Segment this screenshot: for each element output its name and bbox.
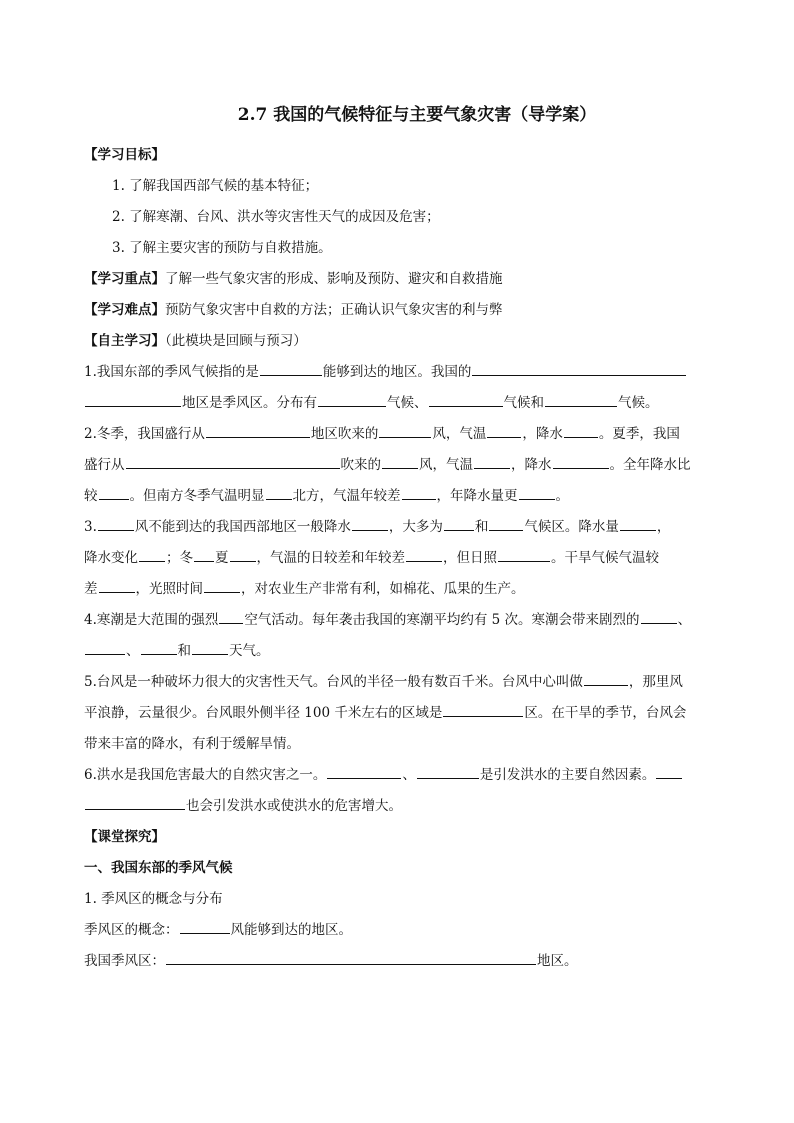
question-text: 1.我国东部的季风气候指的是	[84, 364, 259, 380]
concept-label: 季风区的概念：	[84, 922, 179, 938]
question-text: 天气。	[229, 643, 270, 659]
region-tail: 地区。	[537, 953, 578, 969]
question-3-line-2	[84, 543, 710, 574]
question-text: ，年降水量更	[436, 488, 518, 504]
page-title: 2.7 我国的气候特征与主要气象灾害（导学案）	[237, 105, 597, 125]
fill-blank[interactable]	[564, 422, 598, 438]
region-row	[84, 946, 710, 977]
fill-blank[interactable]	[656, 763, 682, 779]
fill-blank[interactable]	[204, 577, 240, 593]
fill-blank[interactable]	[166, 949, 536, 965]
fill-blank[interactable]	[206, 422, 310, 438]
fill-blank[interactable]	[192, 639, 228, 655]
key-points-heading: 【学习重点】	[84, 271, 165, 287]
question-text: 吹来的	[340, 457, 381, 473]
question-text: ，那里风	[628, 674, 683, 690]
question-3-line-3	[84, 574, 710, 605]
question-5-line-2	[84, 698, 710, 729]
question-text: 地区吹来的	[310, 426, 379, 442]
question-5-line-1	[84, 667, 710, 698]
question-text: 。	[555, 488, 569, 504]
concept-row	[84, 915, 710, 946]
objective-item: 3. 了解主要灾害的预防与自救措施。	[112, 240, 332, 256]
fill-blank[interactable]	[85, 639, 125, 655]
fill-blank[interactable]	[99, 577, 135, 593]
question-text: 4.寒潮是大范围的强烈	[84, 612, 219, 628]
question-text: ，对农业生产非常有利，如棉花、瓜果的生产。	[241, 581, 525, 597]
question-text: ；冬	[166, 550, 193, 566]
question-text: 盛行从	[84, 457, 125, 473]
question-1-line-2	[84, 388, 710, 419]
question-text: 2.冬季，我国盛行从	[84, 426, 205, 442]
fill-blank[interactable]	[472, 360, 686, 376]
fill-blank[interactable]	[417, 763, 479, 779]
region-label: 我国季风区：	[84, 953, 165, 969]
question-text: 带来丰富的降水，有利于缓解旱情。	[84, 736, 300, 752]
fill-blank[interactable]	[553, 453, 609, 469]
self-study-heading: 【自主学习】	[84, 333, 165, 349]
key-points-row	[84, 264, 710, 295]
question-text: ，光照时间	[135, 581, 203, 597]
question-4-line-2	[84, 636, 710, 667]
question-text: 差	[84, 581, 98, 597]
fill-blank[interactable]	[379, 422, 431, 438]
fill-blank[interactable]	[327, 763, 401, 779]
fill-blank[interactable]	[219, 608, 243, 624]
document-body	[84, 100, 710, 977]
fill-blank[interactable]	[519, 484, 555, 500]
question-text: ，气温的日较差和年较差	[256, 550, 405, 566]
fill-blank[interactable]	[266, 484, 292, 500]
question-3-line-1	[84, 512, 710, 543]
question-text: 、	[677, 612, 692, 628]
fill-blank[interactable]	[489, 515, 523, 531]
question-text: 夏	[215, 550, 229, 566]
question-text: 6.洪水是我国危害最大的自然灾害之一。	[84, 767, 327, 783]
fill-blank[interactable]	[620, 515, 656, 531]
objective-item: 2. 了解寒潮、台风、洪水等灾害性天气的成因及危害；	[112, 209, 440, 225]
fill-blank[interactable]	[98, 515, 134, 531]
question-text: 气候。	[618, 395, 659, 411]
question-text: 也会引发洪水或使洪水的危害增大。	[186, 798, 402, 814]
difficulties-text: 预防气象灾害中自救的方法；正确认识气象灾害的利与弊	[165, 302, 503, 318]
fill-blank[interactable]	[141, 639, 177, 655]
fill-blank[interactable]	[230, 546, 256, 562]
question-1-line-1	[84, 357, 710, 388]
self-study-note: （此模块是回顾与预习）	[165, 333, 307, 349]
fill-blank[interactable]	[498, 546, 550, 562]
classroom-heading: 【课堂探究】	[84, 829, 165, 845]
fill-blank[interactable]	[474, 453, 510, 469]
objective-item: 1. 了解我国西部气候的基本特征；	[112, 178, 319, 194]
fill-blank[interactable]	[545, 391, 617, 407]
concept-tail: 风能够到达的地区。	[230, 922, 352, 938]
question-text: 能够到达的地区。我国的	[322, 364, 472, 380]
fill-blank[interactable]	[180, 918, 230, 934]
question-text: 3.	[84, 519, 97, 535]
question-text: 平浪静，云量很少。台风眼外侧半径 100 千米左右的区域是	[84, 705, 443, 721]
question-2-line-1	[84, 419, 710, 450]
fill-blank[interactable]	[402, 484, 436, 500]
question-text: ，但日照	[443, 550, 497, 566]
question-6-line-2	[84, 791, 710, 822]
question-text: 。全年降水比	[609, 457, 691, 473]
question-text: 。但南方冬季气温明显	[129, 488, 265, 504]
question-text: 区。在干旱的季节，台风会	[524, 705, 687, 721]
question-text: 地区是季风区。分布有	[182, 395, 317, 411]
question-text: 。夏季，我国	[598, 426, 680, 442]
question-text: 风，气温	[432, 426, 487, 442]
question-text: ，	[656, 519, 671, 535]
fill-blank[interactable]	[584, 670, 628, 686]
question-text: 气候、	[387, 395, 428, 411]
question-4-line-1	[84, 605, 710, 636]
question-text: ，降水	[522, 426, 563, 442]
question-5-line-3	[84, 729, 710, 760]
fill-blank[interactable]	[85, 794, 185, 810]
fill-blank[interactable]	[352, 515, 388, 531]
question-text: 是引发洪水的主要自然因素。	[479, 767, 656, 783]
question-text: 风不能到达的我国西部地区一般降水	[134, 519, 351, 535]
question-text: 空气活动。每年袭击我国的寒潮平均约有 5 次。寒潮会带来剧烈的	[244, 612, 640, 628]
question-text: 北方，气温年较差	[292, 488, 401, 504]
fill-blank[interactable]	[444, 515, 474, 531]
difficulties-row	[84, 295, 710, 326]
fill-blank[interactable]	[429, 391, 503, 407]
question-text: 、	[402, 767, 416, 783]
objectives-heading: 【学习目标】	[84, 147, 165, 163]
fill-blank[interactable]	[443, 701, 523, 717]
question-2-line-3	[84, 481, 710, 512]
question-text: 和	[474, 519, 489, 535]
question-text: ，大多为	[388, 519, 443, 535]
question-2-line-2	[84, 450, 710, 481]
fill-blank[interactable]	[487, 422, 521, 438]
fill-blank[interactable]	[382, 453, 418, 469]
question-text: 较	[84, 488, 98, 504]
fill-blank[interactable]	[318, 391, 386, 407]
key-points-text: 了解一些气象灾害的形成、影响及预防、避灾和自救措施	[165, 271, 503, 287]
question-text: 气候和	[503, 395, 544, 411]
fill-blank[interactable]	[641, 608, 677, 624]
question-text: 和	[177, 643, 191, 659]
question-6-line-1	[84, 760, 710, 791]
question-text: 。干旱气候气温较	[551, 550, 659, 566]
fill-blank[interactable]	[85, 391, 181, 407]
question-text: 5.台风是一种破坏力很大的灾害性天气。台风的半径一般有数百千米。台风中心叫做	[84, 674, 583, 690]
question-text: 降水变化	[84, 550, 138, 566]
question-text: 风，气温	[419, 457, 473, 473]
fill-blank[interactable]	[99, 484, 129, 500]
question-text: 、	[126, 643, 140, 659]
self-study-row	[84, 326, 710, 357]
subsection-1-heading: 1. 季风区的概念与分布	[84, 891, 223, 907]
fill-blank[interactable]	[260, 360, 322, 376]
difficulties-heading: 【学习难点】	[84, 302, 165, 318]
fill-blank[interactable]	[126, 453, 340, 469]
question-text: ，降水	[511, 457, 552, 473]
section-1-heading: 一、我国东部的季风气候	[84, 860, 233, 876]
fill-blank[interactable]	[406, 546, 442, 562]
fill-blank[interactable]	[194, 546, 214, 562]
fill-blank[interactable]	[139, 546, 165, 562]
question-text: 气候区。降水量	[524, 519, 619, 535]
